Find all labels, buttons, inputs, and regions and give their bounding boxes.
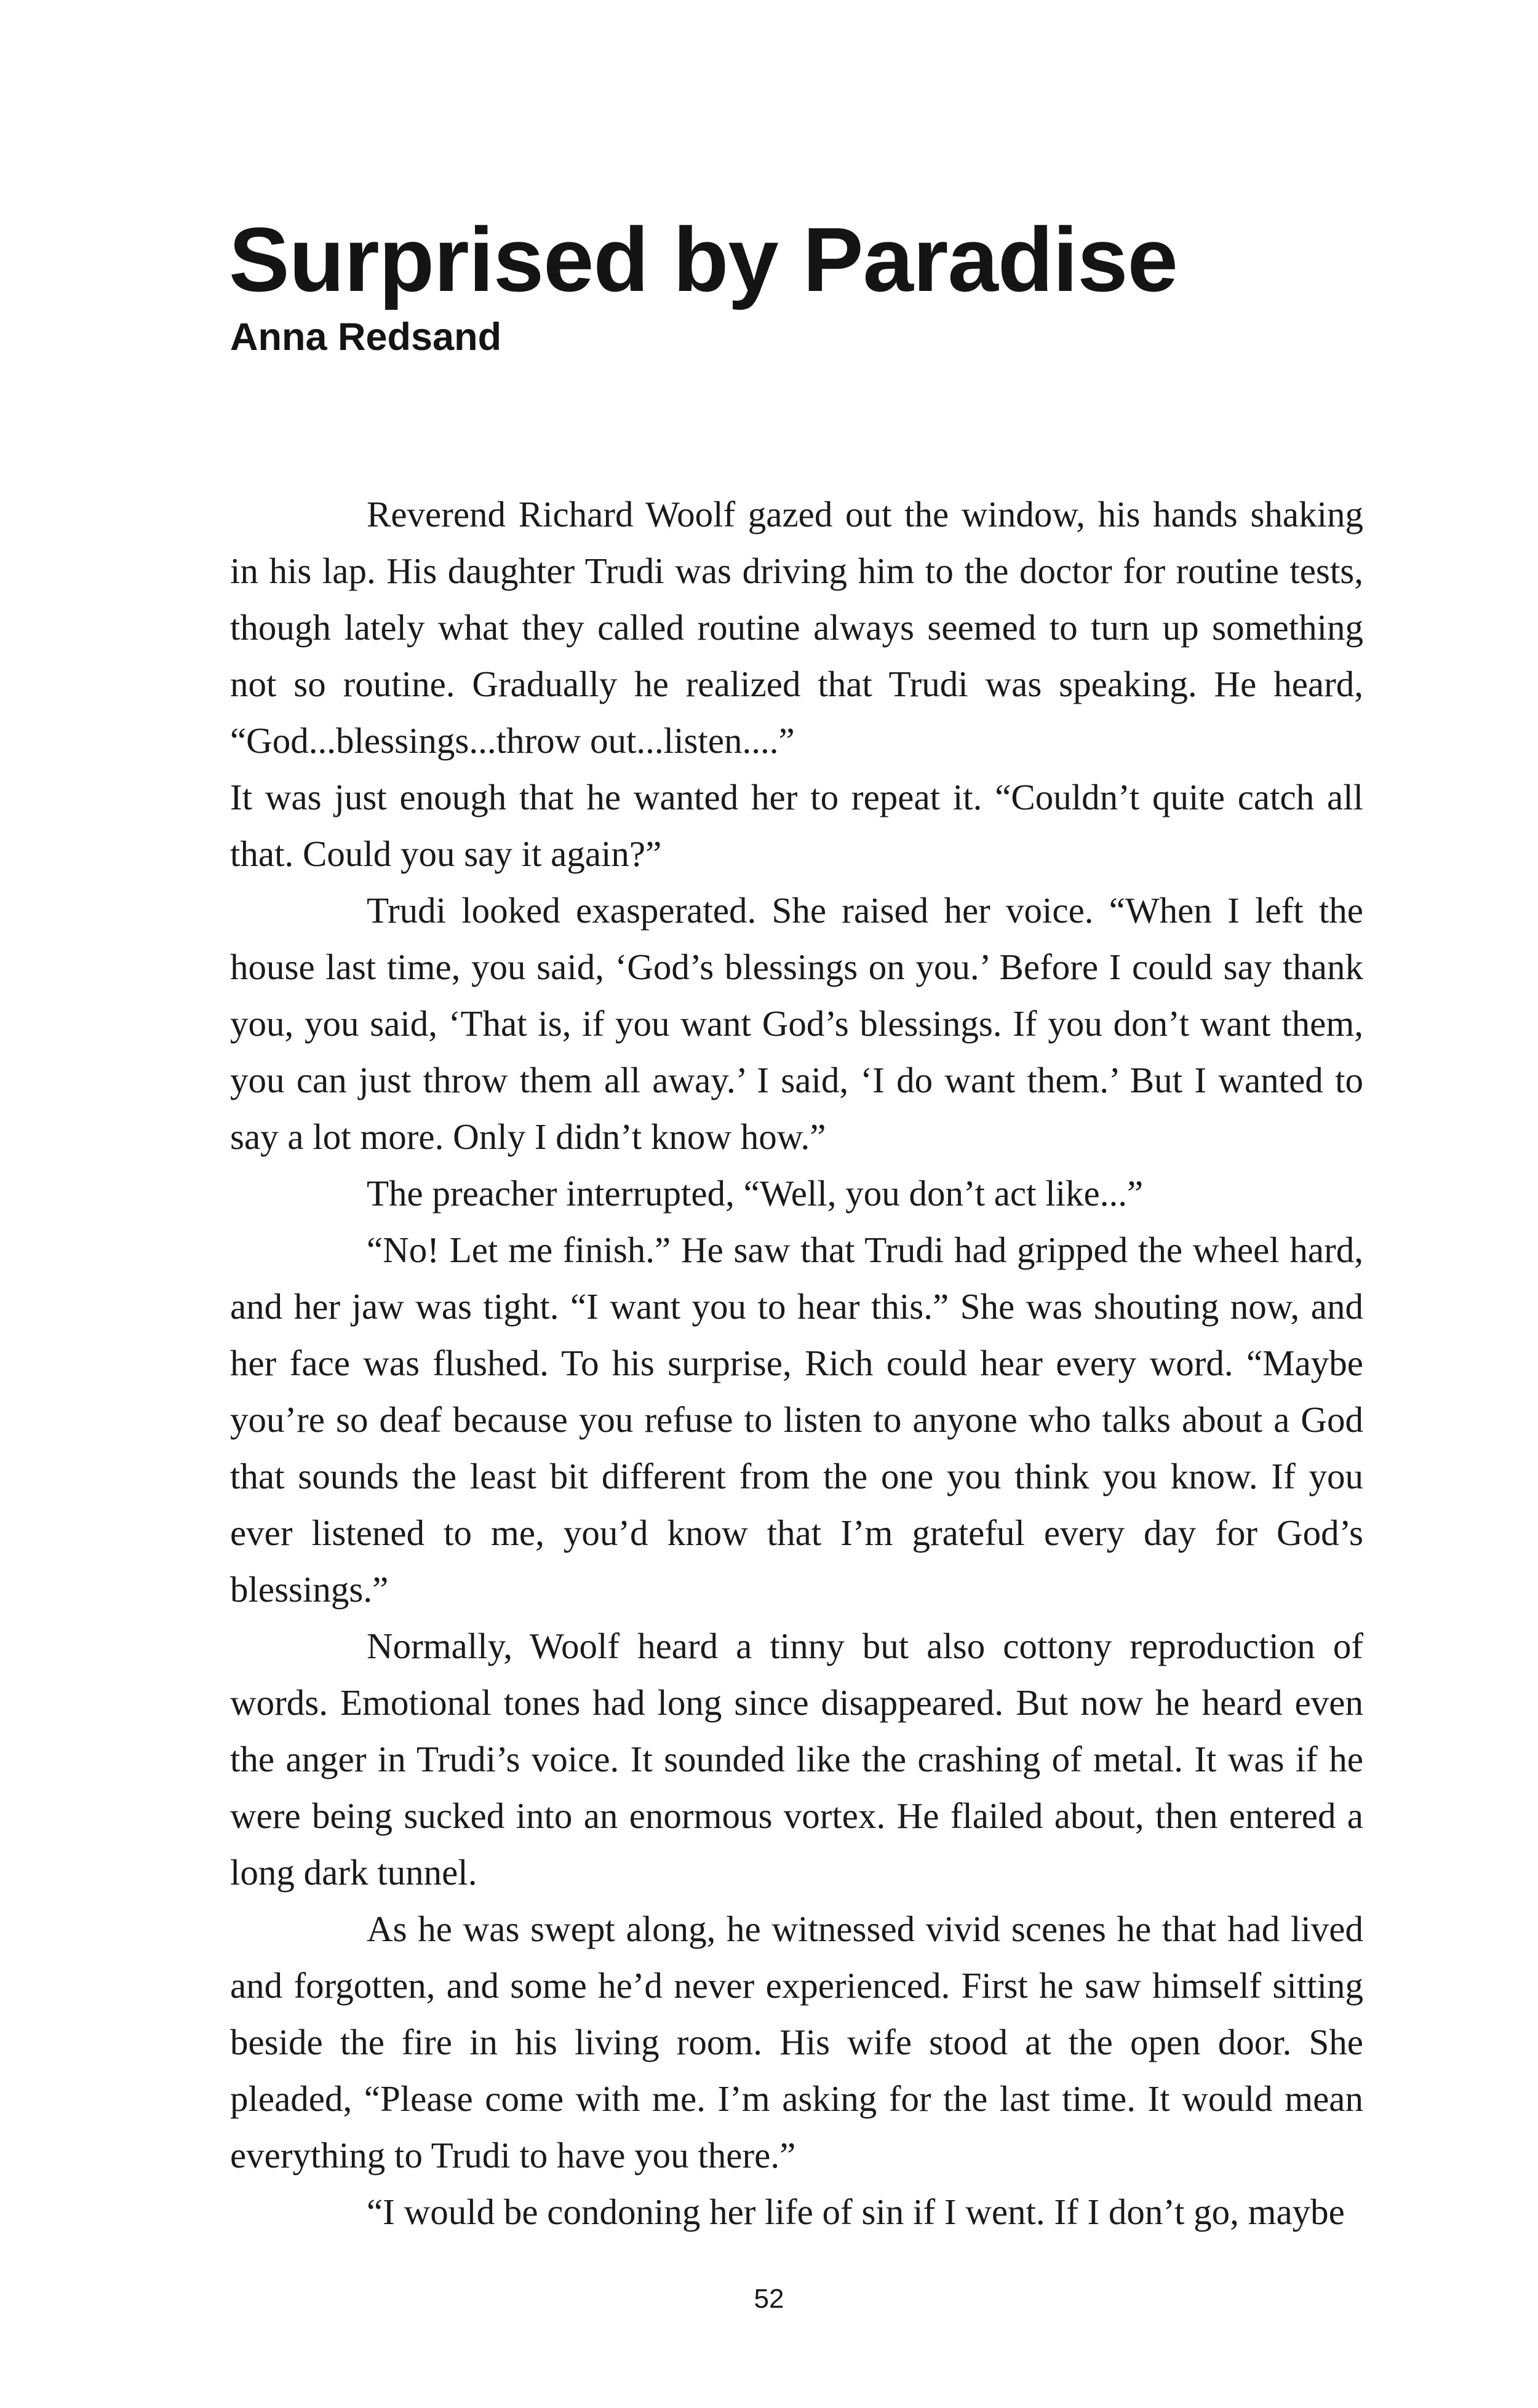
paragraph: The preacher interrupted, “Well, you don’t act like...” xyxy=(367,1173,1144,1214)
page-number: 52 xyxy=(754,2284,784,2314)
paragraph: It was just enough that he wanted her to repeat it. “Couldn’t quite catch all that. Could you say it again?” xyxy=(230,777,1363,874)
paragraph: Trudi looked exasperated. She raised her voice. “When I left the house last time, you said, ‘God’s blessings on you.’ Before I could say thank you, you said, ‘That is, if you want God’s blessings. If you don’t want them, you can just throw them all away.’ I said, ‘I do want them.’ But I wanted to say a lot more. Only I didn’t know how.” xyxy=(230,890,1363,1157)
story-body xyxy=(230,486,1363,2240)
paragraph: “I would be condoning her life of sin if I went. If I don’t go, maybe xyxy=(367,2191,1345,2232)
paragraph: Normally, Woolf heard a tinny but also cottony reproduction of words. Emotional tones had long since disappeared. But now he heard even the anger in Trudi’s voice. It sounded like the crashing of metal. It was if he were being sucked into an enormous vortex. He flailed about, then entered a long dark tunnel. xyxy=(230,1626,1363,1893)
paragraph: As he was swept along, he witnessed vivid scenes he that had lived and forgotten, and some he’d never experienced. First he saw himself sitting beside the fire in his living room. His wife stood at the open door. She pleaded, “Please come with me. I’m asking for the last time. It would mean everything to Trudi to have you there.” xyxy=(230,1909,1363,2176)
story-title: Surprised by Paradise xyxy=(229,209,1177,311)
author-name: Anna Redsand xyxy=(230,316,502,359)
paragraph: “No! Let me finish.” He saw that Trudi had gripped the wheel hard, and her jaw was tight. “I want you to hear this.” She was shouting now, and her face was flushed. To his surprise, Rich could hear every word. “Maybe you’re so deaf because you refuse to listen to anyone who talks about a God that sounds the least bit different from the one you think you know. If you ever listened to me, you’d know that I’m grateful every day for God’s blessings.” xyxy=(230,1230,1363,1610)
paragraph: Reverend Richard Woolf gazed out the window, his hands shaking in his lap. His daughter Trudi was driving him to the doctor for routine tests, though lately what they called routine always seemed to turn up something not so routine. Gradually he realized that Trudi was speaking. He heard, “God...blessings...throw out...listen....” xyxy=(230,494,1363,761)
